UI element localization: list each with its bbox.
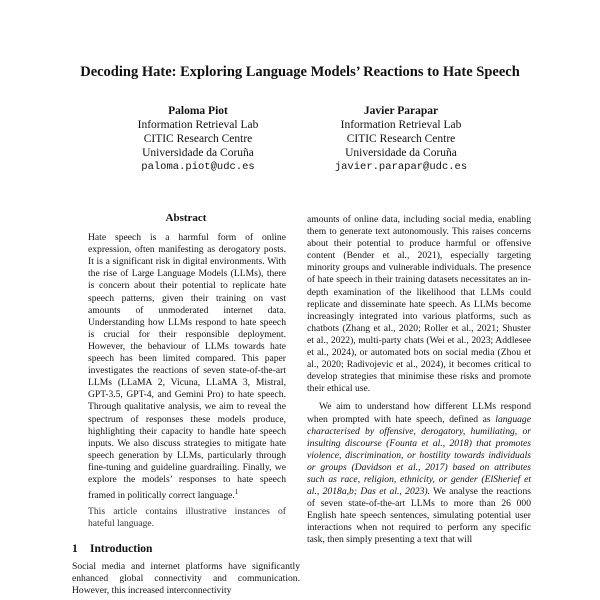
author-block-2: [301, 104, 501, 174]
paragraph-end: We analyse the reactions of seven state-of-the-art LLMs to more than 26 000 English hate speech sentences, simulating potential user interactions when not required to perform any specific task, then simply presenting a text that will: [307, 486, 531, 546]
abstract-note: This article contains illustrative instances of hateful language.: [88, 506, 286, 530]
author-affiliation-university: Universidade da Coruña: [345, 147, 457, 159]
hate-speech-definition: language characterised by offensive, derogatory, humiliating, or insulting discourse (Founta et al., 2018) that promotes violence, discrimination, or hostility towards individuals or groups (Davidson et al., 2017) based on attributes such as race, religion, ethnicity, or gender (ElSherief et al., 2018a,b; Das et al., 2023).: [307, 413, 531, 498]
section-number: 1: [72, 542, 78, 555]
intro-paragraph-1: amounts of online data, including social media, enabling them to generate text autonomously. This raises concerns about their potential to produce harmful or offensive content (Bender et al., 2021), especially targeting minority groups and vulnerable individuals. The presence of hate speech in their training datasets necessitates an in-depth examination of the likelihood that LLMs could replicate and disseminate hate speech. As LLMs become increasingly integrated into various platforms, such as chatbots (Zhang et al., 2020; Roller et al., 2021; Shuster et al., 2022), multi-party chats (Wei et al., 2023; Addlesee et al., 2024), or automated bots on social media (Zhou et al., 2020; Radivojevic et al., 2024), it becomes critical to develop strategies that minimise these risks and promote their ethical use.: [307, 214, 531, 395]
section-title: Introduction: [90, 542, 153, 555]
author-name: Paloma Piot: [168, 105, 228, 117]
abstract-body: Hate speech is a harmful form of online expression, often manifesting as derogatory posts. It is a significant risk in digital environments. With the rise of Large Language Models (LLMs), there is concern about their potential to replicate hate speech patterns, given their training on vast amounts of unmoderated internet data. Understanding how LLMs respond to hate speech is crucial for their responsible deployment. However, the behaviour of LLMs towards hate speech has been limited compared. This paper investigates the reactions of seven state-of-the-art LLMs (LLaMA 2, Vicuna, LLaMA 3, Mistral, GPT-3.5, GPT-4, and Gemini Pro) to hate speech. Through qualitative analysis, we aim to reveal the spectrum of responses these models produce, highlighting their capacity to handle hate speech inputs. We also discuss strategies to mitigate hate speech generation by LLMs, particularly through fine-tuning and guideline guardrailing. Finally, we explore the models’ responses to hate speech framed in politically correct language.: [88, 232, 286, 502]
footnote-mark: 1: [234, 488, 239, 497]
author-email: paloma.piot@udc.es: [141, 161, 255, 173]
author-affiliation-lab: Information Retrieval Lab: [137, 119, 259, 131]
paragraph-start: We aim to understand how different LLMs respond when prompted with hate speech, defined as: [307, 401, 531, 425]
author-affiliation-centre: CITIC Research Centre: [346, 133, 456, 145]
author-affiliation-lab: Information Retrieval Lab: [340, 119, 462, 131]
section-heading: [72, 543, 300, 555]
author-name: Javier Parapar: [363, 105, 439, 117]
author-affiliation-university: Universidade da Coruña: [142, 147, 254, 159]
author-block-1: [98, 104, 298, 174]
abstract-text: [72, 232, 300, 502]
author-email: javier.parapar@udc.es: [334, 161, 468, 173]
abstract-heading: Abstract: [165, 212, 207, 224]
left-column: [72, 212, 300, 597]
paper-title: Decoding Hate: Exploring Language Models’ Reactions to Hate Speech: [80, 64, 520, 80]
author-affiliation-centre: CITIC Research Centre: [143, 133, 253, 145]
intro-paragraph-2: [307, 401, 531, 546]
right-column: [307, 214, 531, 547]
introduction-text: Social media and internet platforms have significantly enhanced global connectivity and communication. However, this increased interconnectivity: [72, 560, 300, 596]
